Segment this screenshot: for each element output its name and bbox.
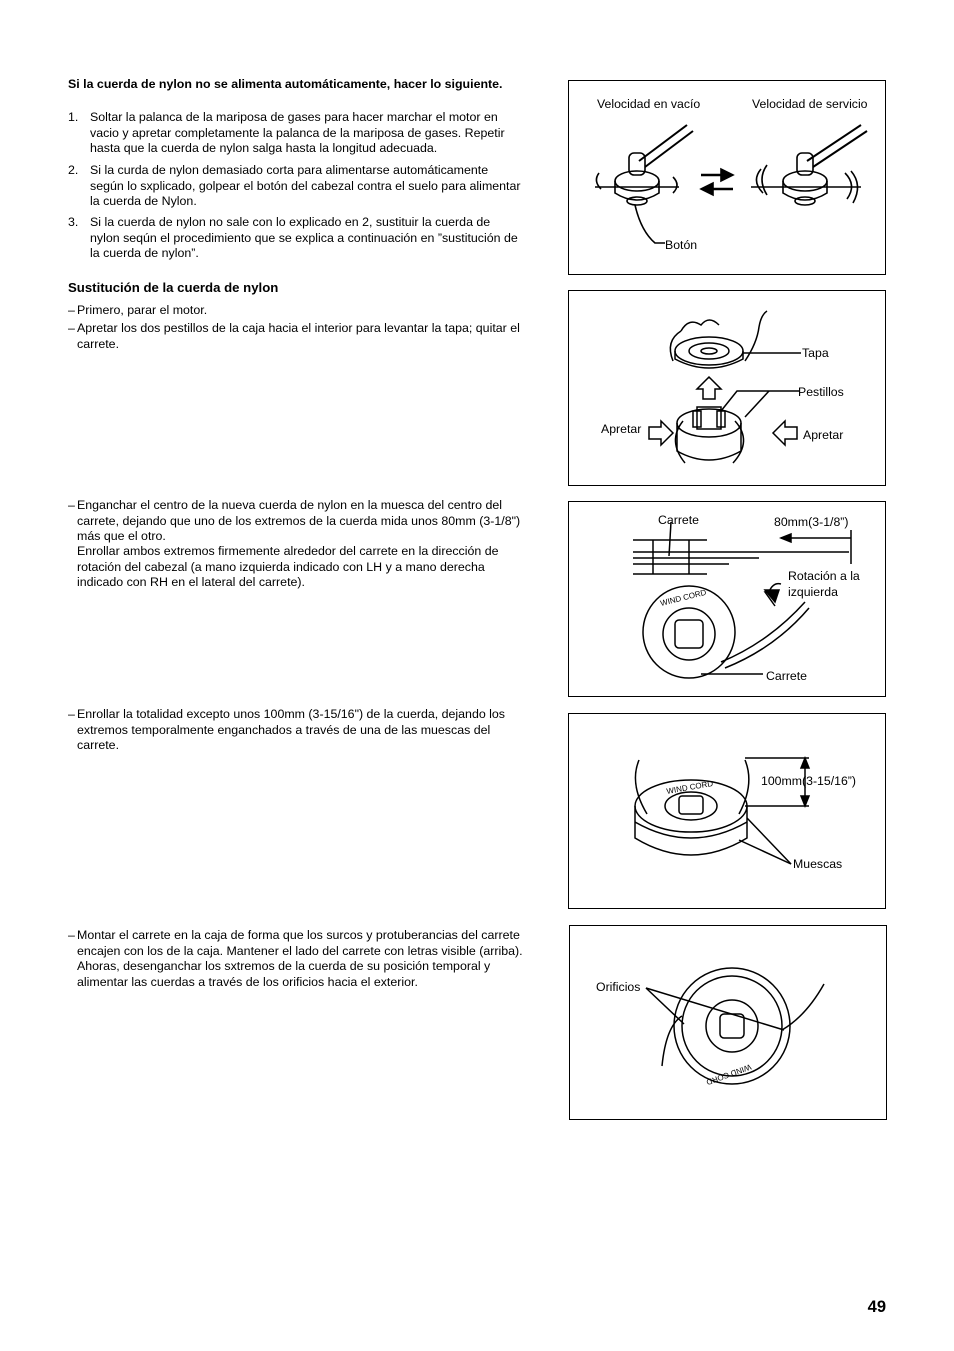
- spool-text: WIND CORD: [665, 778, 714, 796]
- idle-speed-label: Velocidad en vacío: [597, 97, 701, 111]
- intro-title: Si la cuerda de nylon no se alimenta automáticamente, hacer lo siguiente.: [68, 77, 503, 91]
- spool-label-top: Carrete: [658, 513, 700, 527]
- figure-spool-notches: [568, 713, 886, 909]
- step-1: [68, 110, 523, 157]
- step-number: 2.: [68, 163, 79, 177]
- figure-remove-cover: [568, 290, 886, 486]
- instruction-text: Apretar los dos pestillos de la caja hacia el interior para levantar la tapa; quitar el carrete.: [77, 321, 520, 351]
- squeeze-left-label: Apretar: [601, 422, 642, 436]
- bullet-dash: –: [68, 321, 75, 335]
- spool-line-drawing: [569, 502, 887, 698]
- bullet-dash: –: [68, 928, 75, 942]
- step-3: [68, 215, 523, 262]
- instruction-text: Montar el carrete en la caja de forma que los surcos y protuberancias del carrete encajen con los de la caja. Mantener el lado del carrete con letras visible (arriba). Ahoras, desenganchar los sxtremos de la cuerda de su posición temporal y alimentar las cuerdas a través de los orificios hacia el exterior.: [77, 928, 523, 989]
- section-heading: Sustitución de la cuerda de nylon: [68, 280, 279, 295]
- instruction-item-continued: [68, 544, 523, 591]
- holes-label: Orificios: [596, 980, 641, 994]
- cover-label: Tapa: [802, 346, 829, 360]
- spool-notches-drawing: [569, 714, 887, 910]
- instruction-item: [68, 498, 523, 545]
- figure-feed-holes: [569, 925, 887, 1120]
- notches-label: Muescas: [793, 857, 843, 871]
- step-2: [68, 163, 523, 210]
- latches-label: Pestillos: [798, 385, 844, 399]
- instruction-text: Enganchar el centro de la nueva cuerda de nylon en la muesca del centro del carrete, dejando que uno de los extremos de la cuerda mida unos 80mm (3-1/8") más que el otro.: [77, 498, 521, 543]
- length-80mm-label: 80mm(3-1/8”): [774, 515, 849, 529]
- instruction-item: [68, 303, 523, 319]
- figure-idle-vs-operating-speed: [568, 80, 886, 275]
- instruction-text: Primero, parar el motor.: [77, 303, 208, 317]
- bullet-dash: –: [68, 498, 75, 512]
- page-number: 49: [867, 1298, 886, 1316]
- instruction-item: [68, 321, 523, 352]
- step-text: Si la cuerda de nylon no sale con lo explicado en 2, sustituir la cuerda de nylon seqún el procedimiento que se explica a continuación en ”sustitución de la cuerda de nylon”.: [90, 215, 518, 260]
- operating-speed-label: Velocidad de servicio: [752, 97, 868, 111]
- step-text: Soltar la palanca de la mariposa de gases para hacer marchar el motor en vacio y apretar completamente la palanca de la mariposa de gases. Repetir hasta que la cuerda de nylon salga hasta la longitud adecuada.: [90, 110, 505, 155]
- figure-spool-hook-line: [568, 501, 886, 697]
- spool-label-bottom: Carrete: [766, 669, 808, 683]
- instruction-text: Enrollar ambos extremos firmemente alrededor del carrete en la dirección de rotación del cabezal (a mano izquierda indicado con LH y a mano derecha indicado con RH en el lateral del carrete).: [77, 544, 499, 589]
- squeeze-right-label: Apretar: [803, 428, 844, 442]
- instruction-text: Enrollar la totalidad excepto unos 100mm (3-15/16") de la cuerda, dejando los extremos temporalmente enganchados a través de una de las muescas del carrete.: [77, 707, 506, 752]
- rotation-label: Rotación a la izquierda: [788, 569, 860, 599]
- spool-text: WIND CORD: [705, 1062, 753, 1087]
- length-100mm-label: 100mm(3-15/16”): [761, 774, 856, 788]
- step-number: 3.: [68, 215, 79, 229]
- bullet-dash: –: [68, 303, 75, 317]
- step-text: Si la curda de nylon demasiado corta para alimentarse automáticamente según lo sxplicado, golpear el botón del cabezal contra el suelo para alimentar la cuerda de Nylon.: [90, 163, 521, 208]
- feed-holes-drawing: [570, 926, 888, 1121]
- instruction-item: [68, 928, 523, 990]
- step-number: 1.: [68, 110, 79, 124]
- spool-text: WIND CORD: [659, 587, 708, 608]
- instruction-item: [68, 707, 523, 754]
- bullet-dash: –: [68, 707, 75, 721]
- button-label: Botón: [665, 238, 698, 252]
